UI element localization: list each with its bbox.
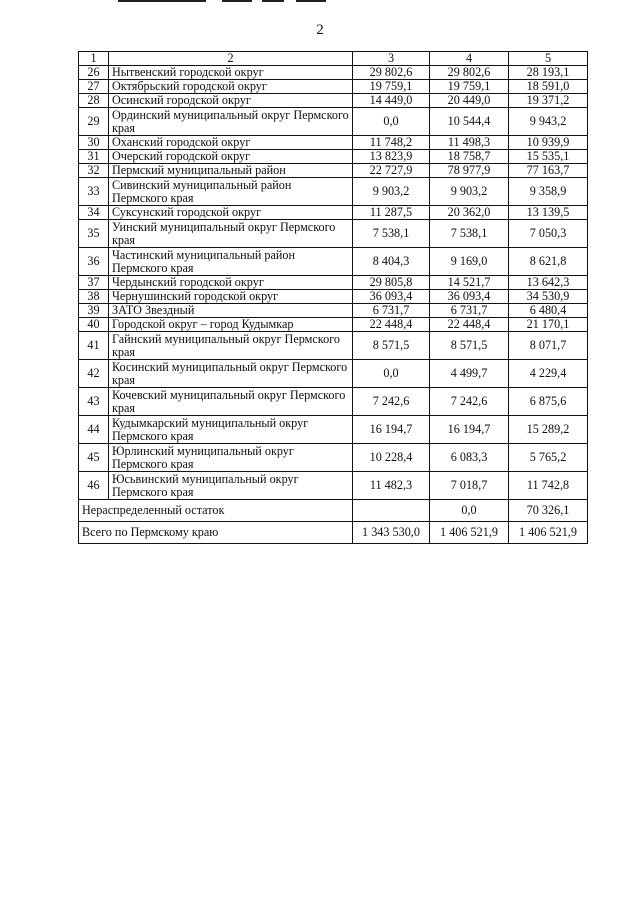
value-col-5: 13 139,5 bbox=[509, 206, 588, 220]
value-col-5: 6 875,6 bbox=[509, 388, 588, 416]
value-col-4: 19 759,1 bbox=[430, 80, 509, 94]
table-row bbox=[79, 276, 588, 290]
table-row bbox=[79, 444, 588, 472]
value-col-5: 5 765,2 bbox=[509, 444, 588, 472]
municipality-name: Городской округ – город Кудымкар bbox=[109, 318, 353, 332]
value-col-4: 20 362,0 bbox=[430, 206, 509, 220]
value-col-4: 78 977,9 bbox=[430, 164, 509, 178]
municipality-name: Косинский муниципальный округ Пермского края bbox=[109, 360, 353, 388]
row-number: 40 bbox=[79, 318, 109, 332]
value-col-3: 19 759,1 bbox=[353, 80, 430, 94]
value-col-4: 36 093,4 bbox=[430, 290, 509, 304]
value-col-5: 10 939,9 bbox=[509, 136, 588, 150]
table-row bbox=[79, 388, 588, 416]
header-col-2: 2 bbox=[109, 52, 353, 66]
municipality-name: Суксунский городской округ bbox=[109, 206, 353, 220]
row-number: 41 bbox=[79, 332, 109, 360]
value-col-4: 20 449,0 bbox=[430, 94, 509, 108]
unallocated-row-value-c4: 0,0 bbox=[430, 500, 509, 522]
value-col-4: 8 571,5 bbox=[430, 332, 509, 360]
value-col-4: 22 448,4 bbox=[430, 318, 509, 332]
table-row bbox=[79, 360, 588, 388]
value-col-5: 6 480,4 bbox=[509, 304, 588, 318]
table-row bbox=[79, 472, 588, 500]
value-col-5: 8 071,7 bbox=[509, 332, 588, 360]
value-col-5: 13 642,3 bbox=[509, 276, 588, 290]
value-col-4: 9 169,0 bbox=[430, 248, 509, 276]
row-number: 33 bbox=[79, 178, 109, 206]
row-number: 42 bbox=[79, 360, 109, 388]
value-col-5: 21 170,1 bbox=[509, 318, 588, 332]
value-col-5: 9 943,2 bbox=[509, 108, 588, 136]
table-row bbox=[79, 206, 588, 220]
value-col-3: 16 194,7 bbox=[353, 416, 430, 444]
table-row bbox=[79, 332, 588, 360]
municipality-name: Кудымкарский муниципальный округ Пермского края bbox=[109, 416, 353, 444]
table-row bbox=[79, 150, 588, 164]
row-number: 43 bbox=[79, 388, 109, 416]
value-col-3: 7 538,1 bbox=[353, 220, 430, 248]
header-col-1: 1 bbox=[79, 52, 109, 66]
row-number: 39 bbox=[79, 304, 109, 318]
unallocated-row-label: Нераспределенный остаток bbox=[79, 500, 353, 522]
value-col-4: 4 499,7 bbox=[430, 360, 509, 388]
value-col-3: 11 748,2 bbox=[353, 136, 430, 150]
budget-table-body bbox=[79, 52, 588, 544]
municipality-name: Оханский городской округ bbox=[109, 136, 353, 150]
header-col-5: 5 bbox=[509, 52, 588, 66]
table-row bbox=[79, 318, 588, 332]
row-number: 38 bbox=[79, 290, 109, 304]
municipality-name: Уинский муниципальный округ Пермского края bbox=[109, 220, 353, 248]
header-col-4: 4 bbox=[430, 52, 509, 66]
header-row bbox=[79, 52, 588, 66]
municipality-name: Кочевский муниципальный округ Пермского края bbox=[109, 388, 353, 416]
municipality-name: Частинский муниципальный район Пермского края bbox=[109, 248, 353, 276]
table-row bbox=[79, 304, 588, 318]
value-col-4: 16 194,7 bbox=[430, 416, 509, 444]
municipality-name: Очерский городской округ bbox=[109, 150, 353, 164]
municipality-name: Нытвенский городской округ bbox=[109, 66, 353, 80]
top-rule-3 bbox=[262, 0, 284, 2]
table-row bbox=[79, 108, 588, 136]
value-col-4: 18 758,7 bbox=[430, 150, 509, 164]
value-col-3: 8 571,5 bbox=[353, 332, 430, 360]
municipality-name: Сивинский муниципальный район Пермского края bbox=[109, 178, 353, 206]
value-col-4: 7 018,7 bbox=[430, 472, 509, 500]
municipality-name: Осинский городской округ bbox=[109, 94, 353, 108]
value-col-3: 6 731,7 bbox=[353, 304, 430, 318]
value-col-3: 36 093,4 bbox=[353, 290, 430, 304]
municipality-name: Юрлинский муниципальный округ Пермского края bbox=[109, 444, 353, 472]
municipality-name: Юсьвинский муниципальный округ Пермского края bbox=[109, 472, 353, 500]
value-col-3: 0,0 bbox=[353, 360, 430, 388]
value-col-4: 14 521,7 bbox=[430, 276, 509, 290]
table-row bbox=[79, 178, 588, 206]
unallocated-row-value-c3 bbox=[353, 500, 430, 522]
value-col-3: 29 805,8 bbox=[353, 276, 430, 290]
value-col-5: 15 289,2 bbox=[509, 416, 588, 444]
value-col-3: 14 449,0 bbox=[353, 94, 430, 108]
row-number: 45 bbox=[79, 444, 109, 472]
table-row bbox=[79, 220, 588, 248]
table-row bbox=[79, 66, 588, 80]
value-col-3: 22 448,4 bbox=[353, 318, 430, 332]
row-number: 46 bbox=[79, 472, 109, 500]
value-col-4: 9 903,2 bbox=[430, 178, 509, 206]
table-row bbox=[79, 80, 588, 94]
municipality-name: Чернушинский городской округ bbox=[109, 290, 353, 304]
value-col-3: 29 802,6 bbox=[353, 66, 430, 80]
value-col-5: 8 621,8 bbox=[509, 248, 588, 276]
value-col-4: 11 498,3 bbox=[430, 136, 509, 150]
value-col-3: 11 287,5 bbox=[353, 206, 430, 220]
value-col-3: 0,0 bbox=[353, 108, 430, 136]
municipality-name: Пермский муниципальный район bbox=[109, 164, 353, 178]
total-row-value-c4: 1 406 521,9 bbox=[430, 522, 509, 544]
value-col-5: 18 591,0 bbox=[509, 80, 588, 94]
row-number: 37 bbox=[79, 276, 109, 290]
value-col-4: 6 731,7 bbox=[430, 304, 509, 318]
header-col-3: 3 bbox=[353, 52, 430, 66]
municipality-name: Чердынский городской округ bbox=[109, 276, 353, 290]
value-col-5: 28 193,1 bbox=[509, 66, 588, 80]
row-number: 44 bbox=[79, 416, 109, 444]
value-col-3: 8 404,3 bbox=[353, 248, 430, 276]
row-number: 27 bbox=[79, 80, 109, 94]
unallocated-row bbox=[79, 500, 588, 522]
page-number: 2 bbox=[316, 22, 324, 38]
municipality-name: Ординский муниципальный округ Пермского края bbox=[109, 108, 353, 136]
total-row-label: Всего по Пермскому краю bbox=[79, 522, 353, 544]
value-col-4: 29 802,6 bbox=[430, 66, 509, 80]
row-number: 36 bbox=[79, 248, 109, 276]
value-col-5: 11 742,8 bbox=[509, 472, 588, 500]
value-col-3: 22 727,9 bbox=[353, 164, 430, 178]
value-col-5: 9 358,9 bbox=[509, 178, 588, 206]
table-row bbox=[79, 136, 588, 150]
row-number: 29 bbox=[79, 108, 109, 136]
value-col-4: 10 544,4 bbox=[430, 108, 509, 136]
municipality-name: Гайнский муниципальный округ Пермского края bbox=[109, 332, 353, 360]
table-row bbox=[79, 416, 588, 444]
table-row bbox=[79, 164, 588, 178]
budget-table bbox=[78, 51, 588, 544]
value-col-5: 77 163,7 bbox=[509, 164, 588, 178]
value-col-5: 19 371,2 bbox=[509, 94, 588, 108]
municipality-name: Октябрьский городской округ bbox=[109, 80, 353, 94]
unallocated-row-value-c5: 70 326,1 bbox=[509, 500, 588, 522]
row-number: 30 bbox=[79, 136, 109, 150]
value-col-4: 7 242,6 bbox=[430, 388, 509, 416]
municipality-name: ЗАТО Звездный bbox=[109, 304, 353, 318]
total-row-value-c5: 1 406 521,9 bbox=[509, 522, 588, 544]
value-col-3: 11 482,3 bbox=[353, 472, 430, 500]
value-col-5: 34 530,9 bbox=[509, 290, 588, 304]
row-number: 32 bbox=[79, 164, 109, 178]
value-col-5: 7 050,3 bbox=[509, 220, 588, 248]
table-row bbox=[79, 248, 588, 276]
table-row bbox=[79, 290, 588, 304]
table-row bbox=[79, 94, 588, 108]
top-rule-1 bbox=[118, 0, 206, 2]
top-rule-4 bbox=[296, 0, 326, 2]
value-col-5: 15 535,1 bbox=[509, 150, 588, 164]
value-col-4: 7 538,1 bbox=[430, 220, 509, 248]
row-number: 26 bbox=[79, 66, 109, 80]
value-col-3: 10 228,4 bbox=[353, 444, 430, 472]
top-rule-2 bbox=[222, 0, 252, 2]
total-row-value-c3: 1 343 530,0 bbox=[353, 522, 430, 544]
row-number: 28 bbox=[79, 94, 109, 108]
row-number: 34 bbox=[79, 206, 109, 220]
value-col-3: 13 823,9 bbox=[353, 150, 430, 164]
row-number: 31 bbox=[79, 150, 109, 164]
value-col-3: 7 242,6 bbox=[353, 388, 430, 416]
total-row bbox=[79, 522, 588, 544]
value-col-5: 4 229,4 bbox=[509, 360, 588, 388]
value-col-3: 9 903,2 bbox=[353, 178, 430, 206]
row-number: 35 bbox=[79, 220, 109, 248]
value-col-4: 6 083,3 bbox=[430, 444, 509, 472]
